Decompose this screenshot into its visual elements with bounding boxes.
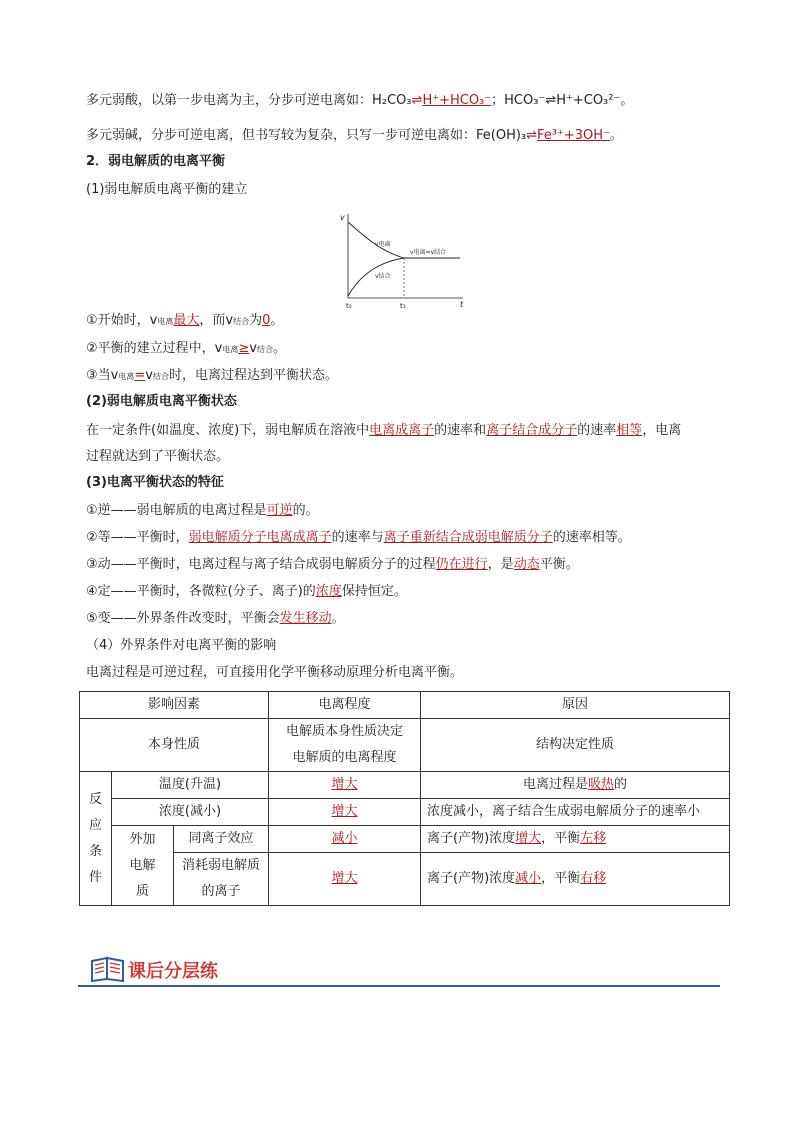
- section-footer-heading: [90, 954, 730, 984]
- v-ionization-curve: [348, 222, 404, 258]
- factors-table: [79, 691, 730, 906]
- point-3: ③当v电离=v结合时，电离过程达到平衡状态。: [86, 368, 338, 383]
- x-axis-label: t: [460, 300, 464, 309]
- reversible-arrow-icon: ⇌: [545, 93, 557, 108]
- feature-reversible: ①逆——弱电解质的电离过程是可逆的。: [86, 503, 319, 518]
- feature-change: ⑤变——外界条件改变时，平衡会发生移动。: [86, 611, 345, 626]
- subsection-3: (3)电离平衡状态的特征: [86, 475, 224, 490]
- para-weak-acid: 多元弱酸，以第一步电离为主，分步可逆电离如：H₂CO₃⇌H⁺+HCO₃⁻；HCO₃⁻⇌H⁺+CO₃²⁻。: [86, 93, 634, 108]
- point-2: ②平衡的建立过程中，v电离≥v结合。: [86, 341, 286, 356]
- reversible-arrow-icon: ⇌: [411, 93, 423, 108]
- footer-title: 课后分层练: [128, 961, 218, 982]
- table-row: 反 应 条 件 温度(升温) 增大 电离过程是吸热的: [80, 772, 730, 799]
- label-v-combination: v结合: [375, 273, 391, 280]
- table-row: 本身性质 电解质本身性质决定 电解质的电离程度 结构决定性质: [80, 719, 730, 772]
- para-external-factors: 电离过程是可逆过程，可直接用化学平衡移动原理分析电离平衡。: [86, 665, 464, 680]
- point-1: ①开始时，v电离最大，而v结合为0。: [86, 313, 284, 328]
- table-row: 浓度(减小) 增大 浓度减小，离子结合生成弱电解质分子的速率小: [80, 799, 730, 826]
- para-equilibrium-def: 在一定条件(如温度、浓度)下，弱电解质在溶液中电离成离子的速率和离子结合成分子的速率相等，电离: [86, 423, 682, 438]
- label-equilibrium: v电离=v结合: [410, 249, 447, 256]
- table-header-row: 影响因素 电离程度 原因: [80, 692, 730, 719]
- section-title: 2．弱电解质的电离平衡: [86, 154, 226, 169]
- para-weak-base: 多元弱碱，分步可逆电离，但书写较为复杂，只写一步可逆电离如：Fe(OH)₃⇌Fe³⁺+3OH⁻。: [86, 128, 623, 143]
- rate-time-graph: [338, 210, 470, 310]
- feature-constant: ④定——平衡时，各微粒(分子、离子)的浓度保持恒定。: [86, 584, 407, 599]
- subsection-4: （4）外界条件对电离平衡的影响: [86, 638, 277, 653]
- subsection-2: (2)弱电解质电离平衡状态: [86, 394, 237, 409]
- table-row: 外加 电解 质 同离子效应 减小 离子(产物)浓度增大，平衡左移: [80, 826, 730, 853]
- table-row: 消耗弱电解质 的离子 增大 离子(产物)浓度减小，平衡右移: [80, 853, 730, 906]
- book-icon: [90, 955, 126, 983]
- reversible-arrow-icon: ⇌: [526, 128, 538, 143]
- y-axis-label: v: [340, 213, 345, 222]
- para-equilibrium-def-2: 过程就达到了平衡状态。: [86, 449, 230, 464]
- tick-t0: t₀: [346, 302, 352, 310]
- tick-t1: t₁: [400, 302, 406, 310]
- feature-dynamic: ③动——平衡时，电离过程与离子结合成弱电解质分子的过程仍在进行，是动态平衡。: [86, 557, 579, 572]
- subsection-1: (1)弱电解质电离平衡的建立: [86, 182, 248, 197]
- divider: [78, 985, 720, 987]
- label-v-ionization: v电离: [375, 241, 391, 248]
- feature-equal: ②等——平衡时，弱电解质分子电离成离子的速率与离子重新结合成弱电解质分子的速率相等。: [86, 530, 631, 545]
